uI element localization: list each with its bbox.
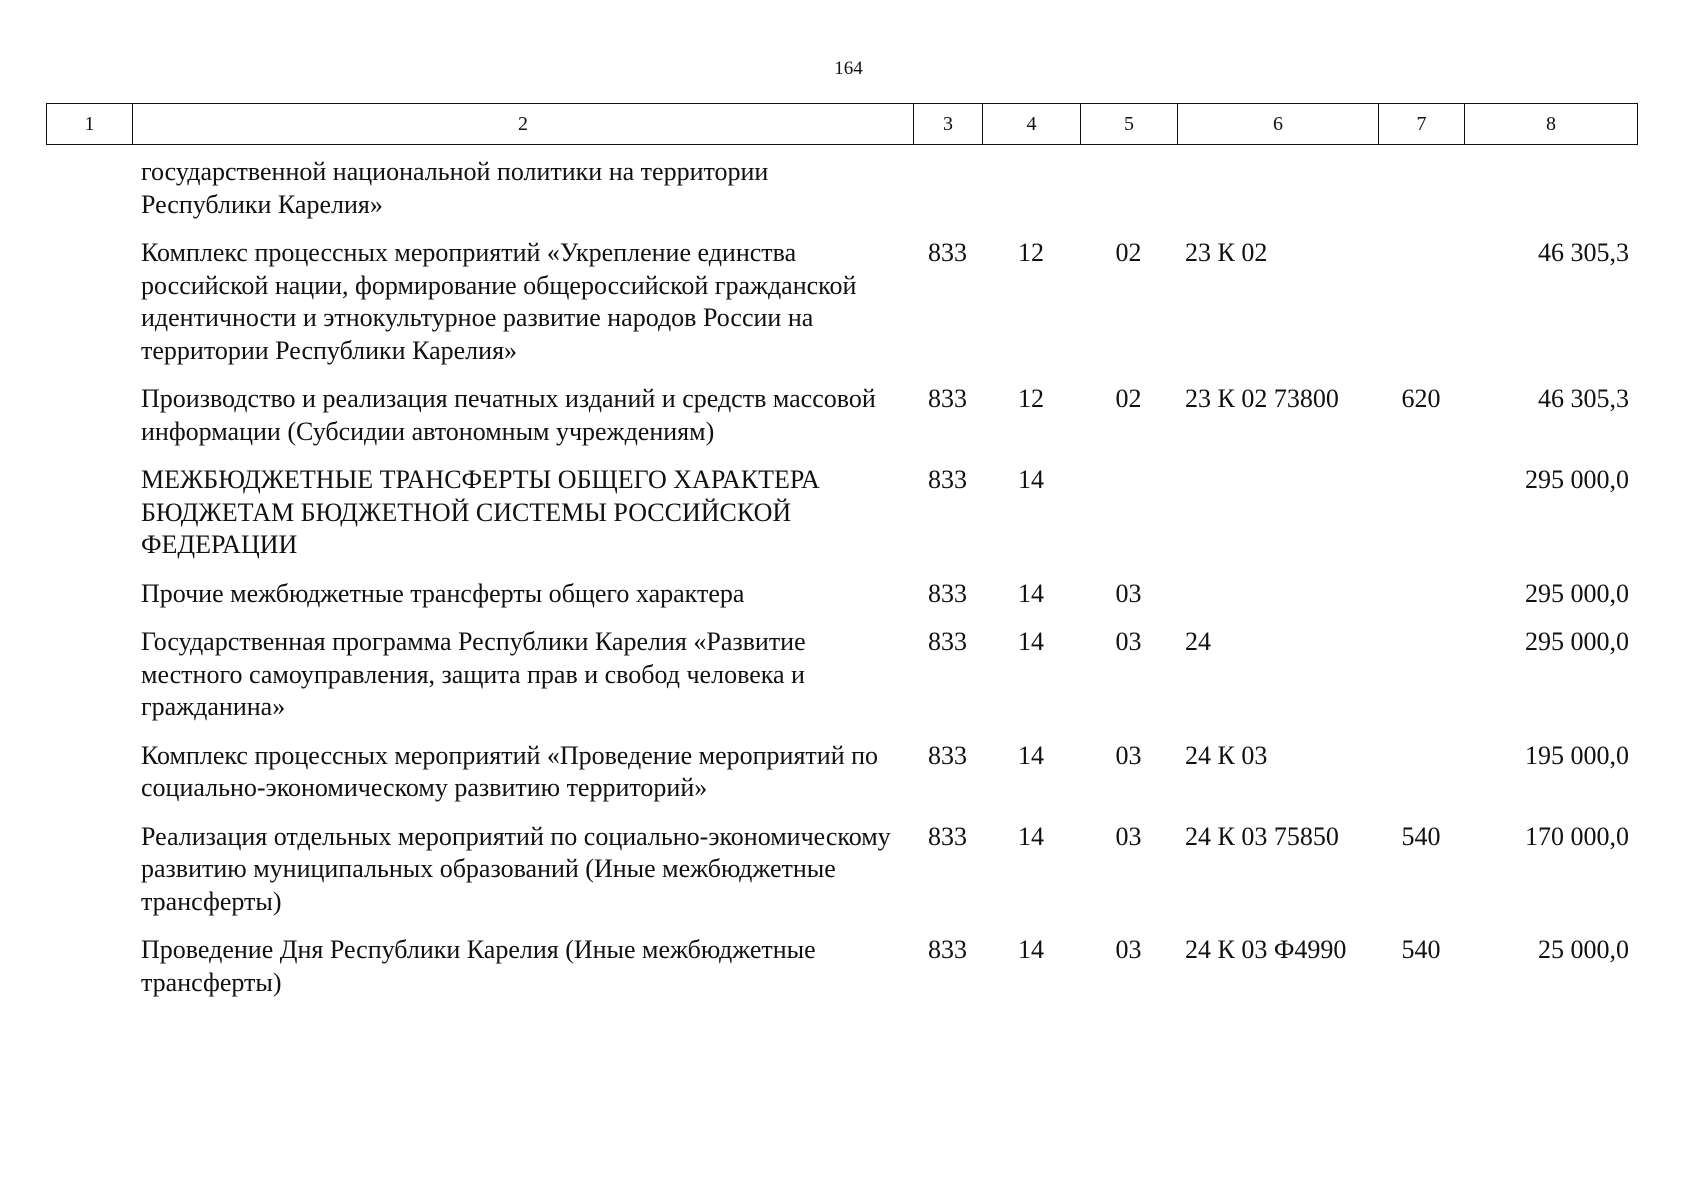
row-amount: 170 000,0 [1525,821,1629,851]
row-col-7 [1378,740,1464,821]
row-col-6: 23 К 02 [1185,238,1268,267]
row-col-4: 14 [1018,821,1044,851]
table-row [46,237,1637,383]
table-row [46,383,1637,464]
table-row [46,156,1637,237]
row-description: Прочие межбюджетные трансферты общего характера [141,578,745,608]
row-description: Реализация отдельных мероприятий по социально-экономическому развитию муниципальных образований (Иные межбюджетные трансферты) [141,821,891,916]
row-amount: 195 000,0 [1525,740,1629,770]
column-header-2: 2 [133,104,914,145]
column-header-7: 7 [1379,104,1465,145]
row-col-4: 12 [1018,238,1044,267]
row-col-7: 540 [1401,821,1441,851]
row-col-5: 02 [1115,238,1142,267]
row-col-5: 02 [1115,384,1142,413]
row-col-4: 14 [1018,627,1044,656]
row-col-4: 14 [1018,935,1044,964]
column-header-6: 6 [1178,104,1379,145]
row-col-4: 14 [1018,740,1044,770]
column-header-1: 1 [47,104,133,145]
table-row [46,464,1637,578]
row-col-5: 03 [1115,935,1142,964]
table-row [46,578,1637,627]
row-col-7 [1378,237,1464,383]
row-col-6 [1177,156,1378,237]
column-header-8: 8 [1465,104,1638,145]
table-row [46,626,1637,740]
row-col-5: 03 [1115,627,1142,656]
row-col-6 [1177,578,1378,627]
row-description: Проведение Дня Республики Карелия (Иные межбюджетные трансферты) [141,935,816,997]
row-col-3: 833 [928,238,967,267]
row-amount: 46 305,3 [1538,384,1629,413]
page-number: 164 [834,58,863,79]
row-col-7 [1378,578,1464,627]
row-col-4 [982,156,1080,237]
row-amount: 46 305,3 [1538,238,1629,267]
row-amount: 295 000,0 [1525,578,1629,608]
column-header-row [47,104,1638,145]
table-row [46,740,1637,821]
row-col-7: 620 [1401,384,1441,413]
row-description: Производство и реализация печатных изданий и средств массовой информации (Субсидии автономным учреждениям) [141,384,876,446]
row-col-3: 833 [928,465,967,494]
row-col-5 [1080,156,1177,237]
row-col-5: 03 [1115,578,1142,608]
row-description: Комплекс процессных мероприятий «Проведение мероприятий по социально-экономическому развитию территорий» [141,740,879,802]
row-col-7 [1378,626,1464,740]
table-row [46,934,1637,1015]
row-col-6 [1177,464,1378,578]
row-col-6: 23 К 02 73800 [1185,384,1339,413]
row-description: государственной национальной политики на территории Республики Карелия» [141,157,769,219]
row-col-4: 14 [1018,578,1044,608]
row-description: Комплекс процессных мероприятий «Укрепление единства российской нации, формирование общероссийской гражданской идентичности и этнокультурное развитие народов России на территории Республики Карелия» [141,238,857,365]
row-col-3: 833 [928,384,967,413]
row-col-3: 833 [928,821,967,851]
row-col-6: 24 К 03 Ф4990 [1185,935,1347,964]
row-col-4: 12 [1018,384,1044,413]
row-col-6: 24 [1185,627,1211,656]
row-col-3 [913,156,982,237]
row-amount: 295 000,0 [1525,627,1629,656]
row-col-6: 24 К 03 [1185,740,1268,770]
row-amount [1464,156,1637,237]
row-description: Государственная программа Республики Карелия «Развитие местного самоуправления, защита прав и свобод человека и гражданина» [141,627,806,721]
row-col-3: 833 [928,578,967,608]
row-description: МЕЖБЮДЖЕТНЫЕ ТРАНСФЕРТЫ ОБЩЕГО ХАРАКТЕРА БЮДЖЕТАМ БЮДЖЕТНОЙ СИСТЕМЫ РОССИЙСКОЙ ФЕДЕРАЦИИ [141,465,820,559]
row-col-3: 833 [928,935,967,964]
row-col-3: 833 [928,740,967,770]
row-col-4: 14 [1018,465,1044,494]
row-col-7 [1378,464,1464,578]
column-header-5: 5 [1081,104,1178,145]
row-col-3: 833 [928,627,967,656]
column-header-table [46,103,1638,145]
column-header-3: 3 [914,104,983,145]
row-amount: 295 000,0 [1525,465,1629,494]
row-amount: 25 000,0 [1538,935,1629,964]
row-col-6: 24 К 03 75850 [1185,821,1339,851]
table-row [46,821,1637,935]
row-col-5 [1080,464,1177,578]
budget-table-body [46,156,1637,1015]
budget-table [46,156,1637,1015]
row-col-7 [1378,156,1464,237]
row-col-5: 03 [1115,740,1142,770]
row-col-5: 03 [1115,821,1142,851]
row-col-7: 540 [1401,935,1441,964]
column-header-4: 4 [983,104,1081,145]
